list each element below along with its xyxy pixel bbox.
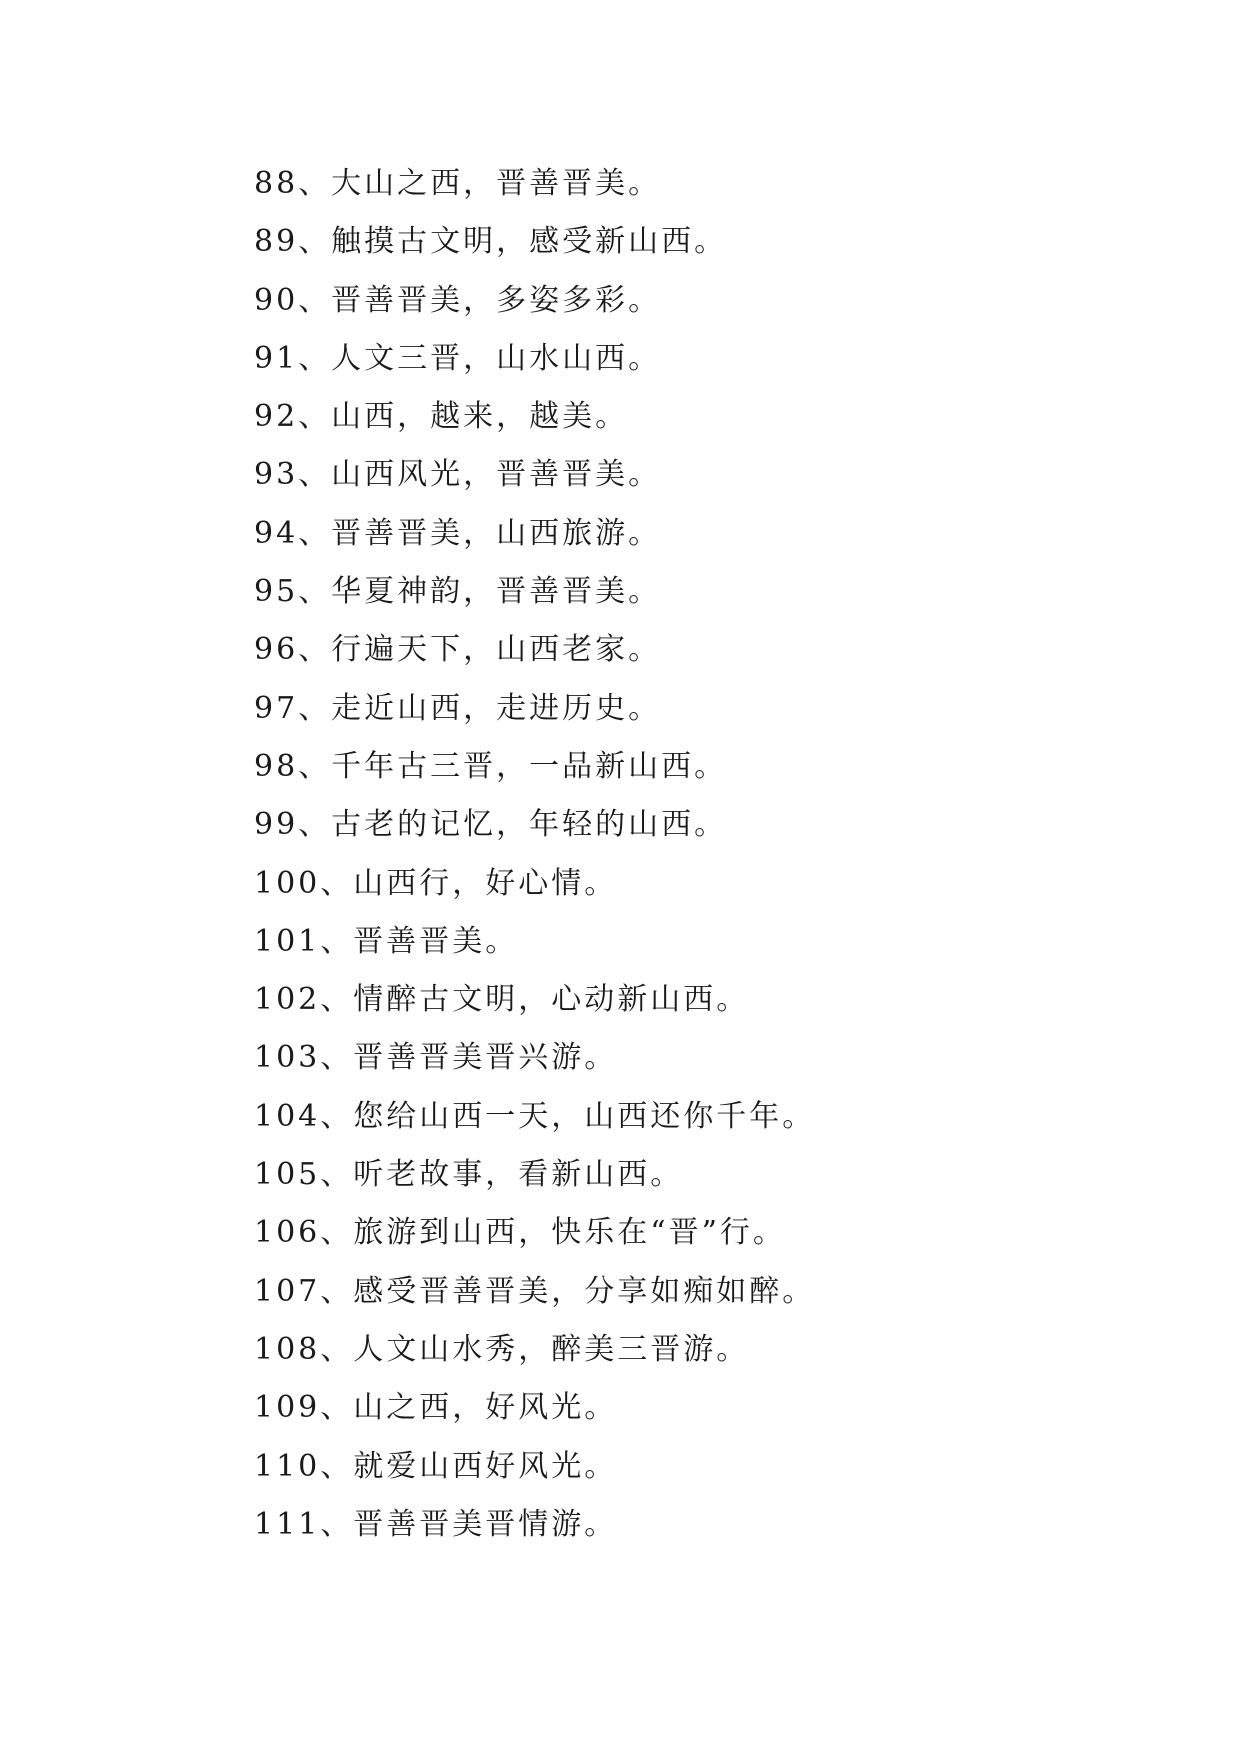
slogan-line: 93、山西风光，晋善晋美。	[254, 457, 662, 493]
slogan-line: 96、行遍天下，山西老家。	[254, 632, 662, 668]
slogan-line: 108、人文山水秀，醉美三晋游。	[254, 1331, 750, 1367]
slogan-list	[254, 155, 1154, 1554]
slogan-line: 98、千年古三晋，一品新山西。	[254, 748, 728, 784]
slogan-line: 103、晋善晋美晋兴游。	[254, 1040, 618, 1076]
slogan-line: 109、山之西，好风光。	[254, 1390, 618, 1426]
slogan-line: 107、感受晋善晋美，分享如痴如醉。	[254, 1273, 816, 1309]
slogan-line: 99、古老的记忆，年轻的山西。	[254, 807, 728, 843]
slogan-line: 104、您给山西一天，山西还你千年。	[254, 1098, 816, 1134]
slogan-line: 111、晋善晋美晋情游。	[254, 1506, 618, 1542]
slogan-line: 102、情醉古文明，心动新山西。	[254, 982, 750, 1018]
slogan-line: 105、听老故事，看新山西。	[254, 1157, 684, 1193]
slogan-line: 97、走近山西，走进历史。	[254, 690, 662, 726]
slogan-line: 94、晋善晋美，山西旅游。	[254, 515, 662, 551]
slogan-line: 95、华夏神韵，晋善晋美。	[254, 574, 662, 610]
slogan-line: 89、触摸古文明，感受新山西。	[254, 224, 728, 260]
slogan-line: 101、晋善晋美。	[254, 923, 519, 959]
slogan-line: 110、就爱山西好风光。	[254, 1448, 618, 1484]
slogan-line: 91、人文三晋，山水山西。	[254, 340, 662, 376]
slogan-line: 90、晋善晋美，多姿多彩。	[254, 282, 662, 318]
slogan-line: 88、大山之西，晋善晋美。	[254, 166, 662, 201]
slogan-line: 92、山西，越来，越美。	[254, 399, 629, 435]
slogan-line: 100、山西行，好心情。	[254, 865, 618, 901]
slogan-line: 106、旅游到山西，快乐在“晋”行。	[254, 1215, 786, 1251]
